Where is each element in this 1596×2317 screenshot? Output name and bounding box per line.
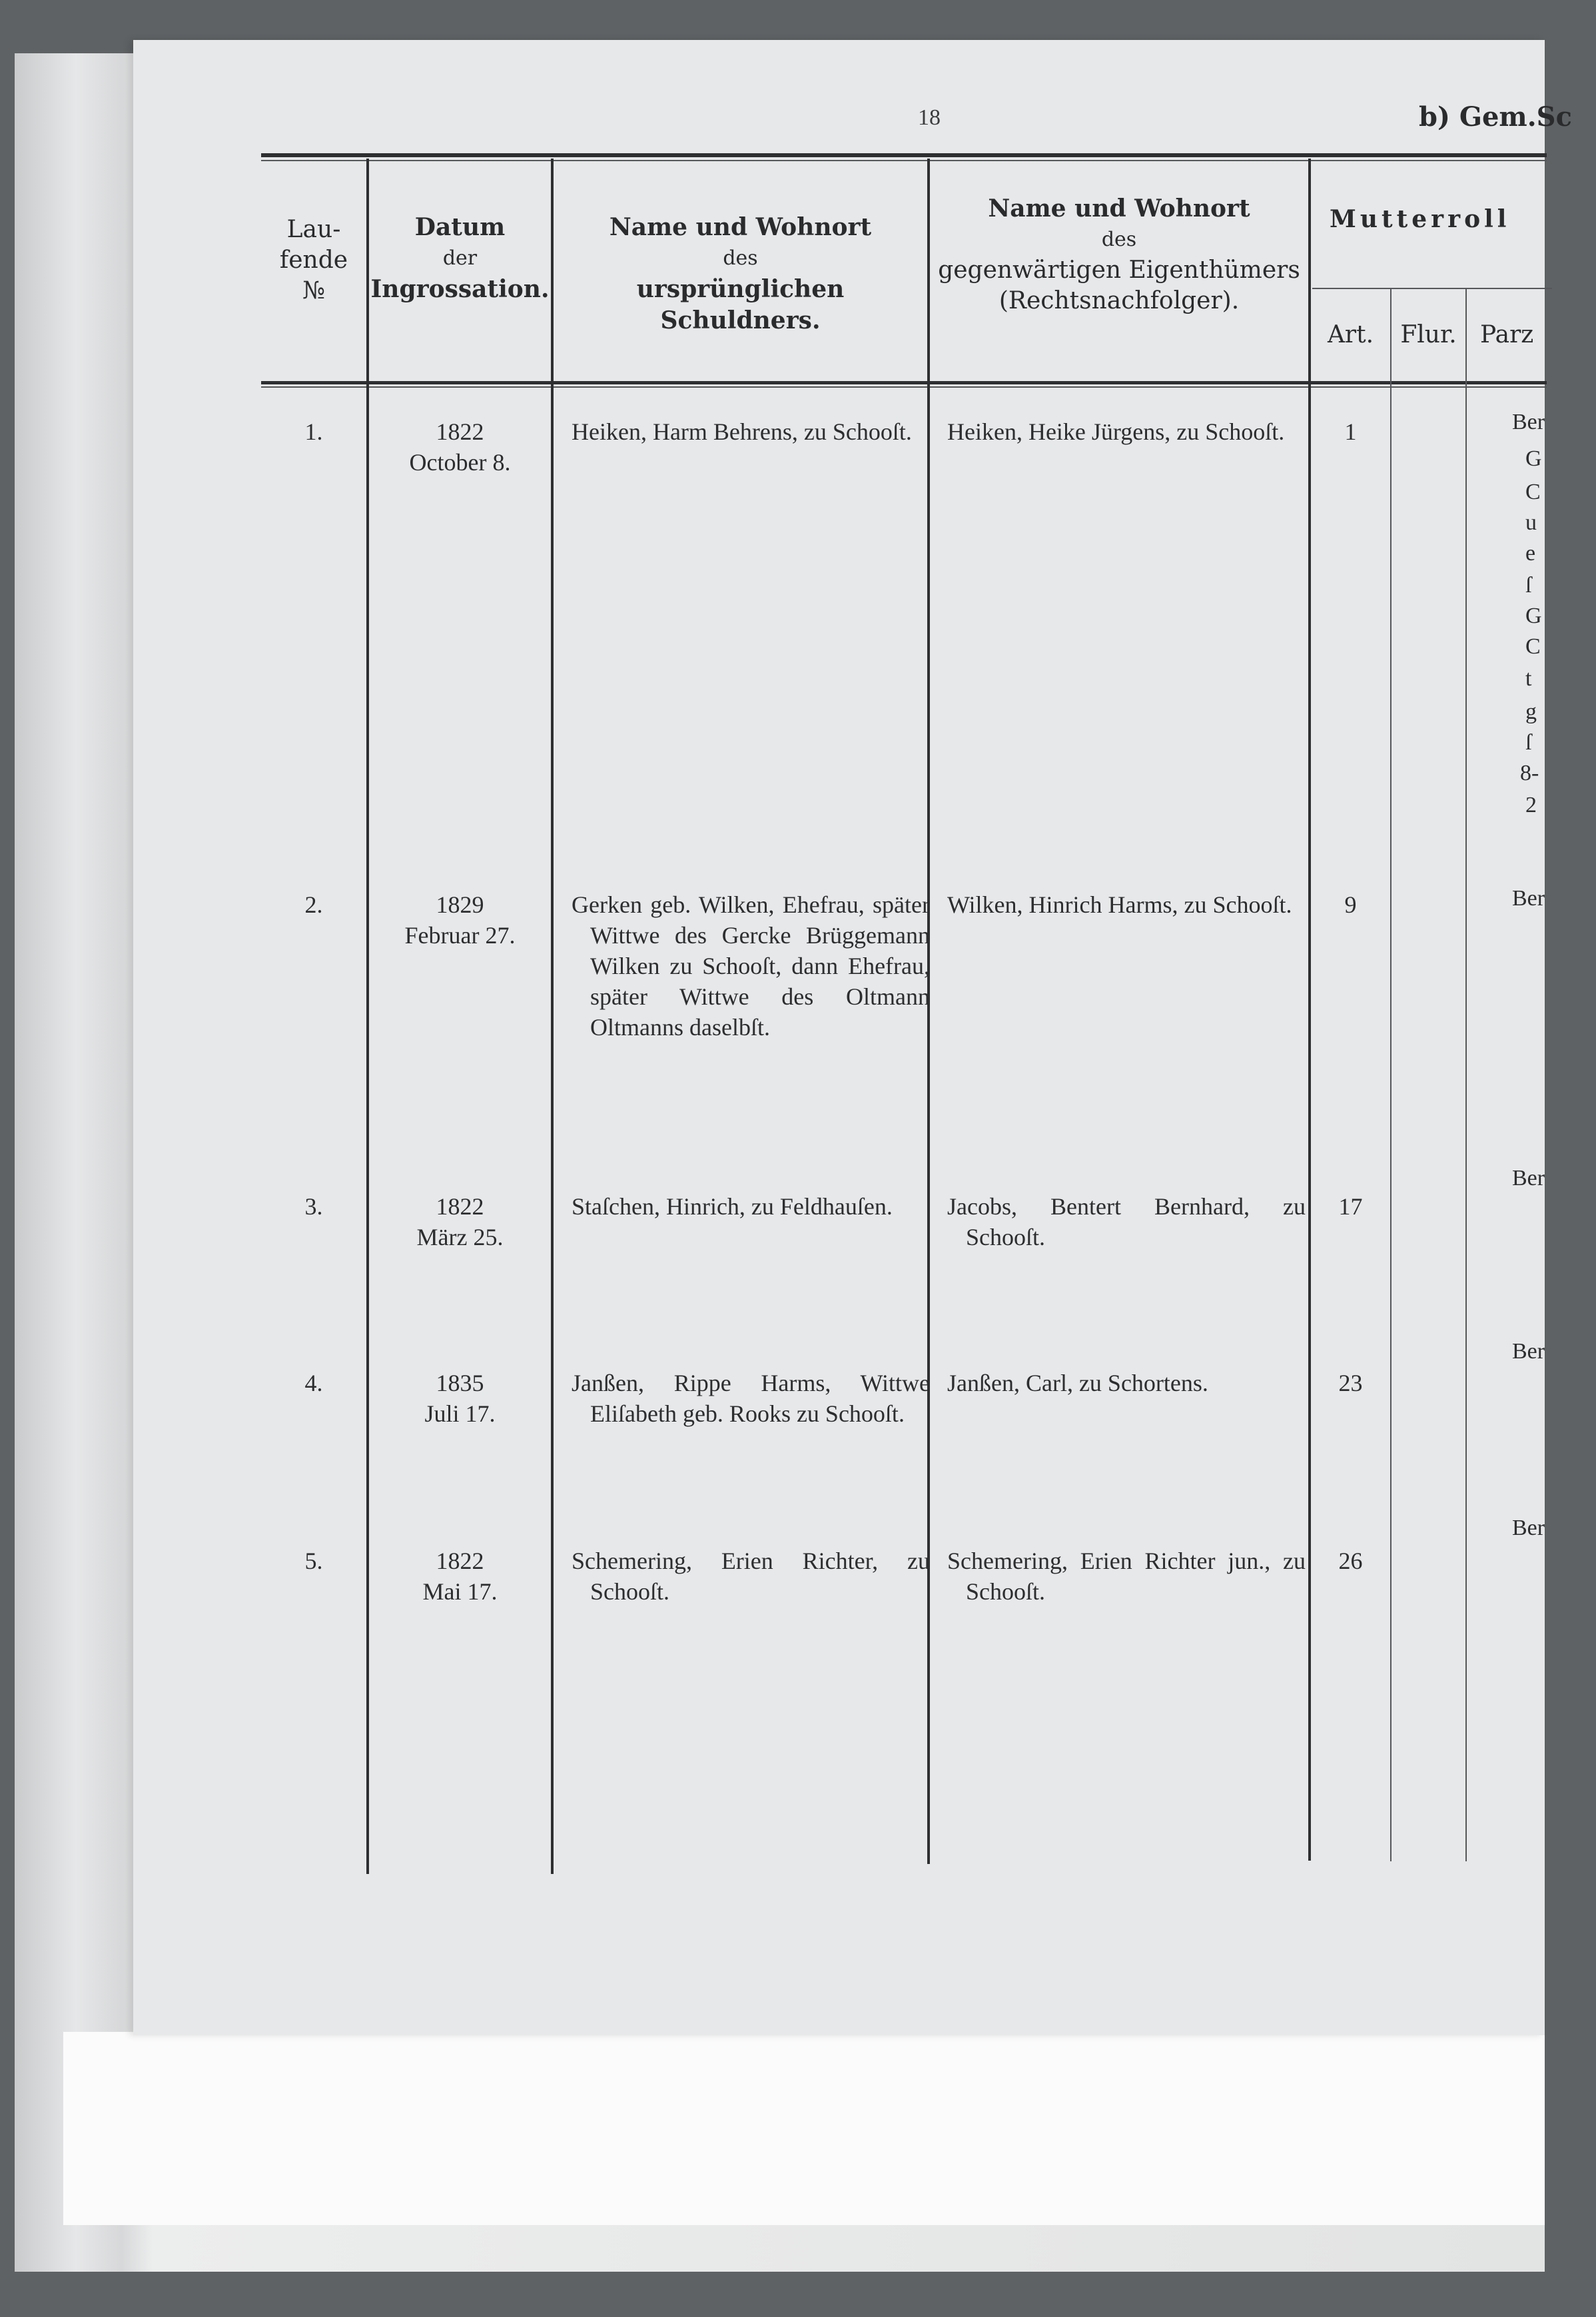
header-col-debtor — [554, 212, 927, 336]
row-4-debtor: Janßen, Rippe Harms, Wittwe Eliſabeth geb. Rooks zu Schooſt. — [572, 1370, 930, 1427]
row-1-day: October 8. — [409, 449, 511, 476]
row-1-owner: Heiken, Heike Jürgens, zu Schooſt. — [947, 418, 1285, 445]
header-col-number-line2: fende — [279, 246, 348, 274]
header-col-owner — [930, 193, 1308, 316]
header-col-owner-des: des — [1101, 228, 1137, 251]
edge-fragment: Ber — [1512, 410, 1545, 434]
row-2-year: 1829 — [436, 891, 484, 918]
edge-fragment: C — [1525, 480, 1541, 504]
header-col-number — [261, 215, 366, 306]
row-2-debtor: Gerken geb. Wilken, Ehefrau, später Wittwe des Gercke Brüggemann Wilken zu Schooſt, dann Ehefrau, später Wittwe des Oltmann Oltmanns daselbſt. — [572, 891, 930, 1041]
header-col-owner-note: (Rechtsnachfolger). — [998, 287, 1240, 314]
header-col-mutterrolle-title: Mutterroll — [1330, 205, 1511, 233]
section-heading: b) Gem.Sc — [1419, 101, 1572, 133]
row-5-number: 5. — [304, 1548, 323, 1574]
header-col-mutterrolle — [1311, 204, 1596, 235]
edge-fragment: G — [1525, 604, 1542, 628]
row-5-owner: Schemering, Erien Richter jun., zu Schooſt. — [947, 1548, 1306, 1605]
row-4-date — [369, 1368, 551, 1429]
header-col-owner-subtitle: gegenwärtigen Eigenthümers — [938, 256, 1300, 284]
row-3-number: 3. — [304, 1193, 323, 1220]
top-rule-thin — [261, 160, 1547, 161]
header-sub-flur: Flur. — [1400, 321, 1457, 348]
page-number: 18 — [918, 105, 941, 130]
edge-fragment: ſ — [1525, 730, 1532, 755]
row-3-art: 17 — [1338, 1193, 1363, 1220]
header-col-date-der: der — [442, 246, 478, 270]
header-col-debtor-subtitle: ursprünglichen Schuldners. — [636, 275, 845, 334]
ledger-page — [133, 40, 1572, 2035]
row-4-number: 4. — [304, 1370, 323, 1396]
column-rule-2 — [551, 159, 554, 1874]
header-sub-parzelle: Parz — [1480, 321, 1534, 348]
row-3-year: 1822 — [436, 1193, 484, 1220]
row-1-art: 1 — [1344, 418, 1357, 445]
row-3-day: März 25. — [416, 1224, 504, 1250]
row-1-year: 1822 — [436, 418, 484, 445]
header-col-debtor-title: Name und Wohnort — [609, 213, 872, 241]
row-5-year: 1822 — [436, 1548, 484, 1574]
edge-fragment: Ber — [1512, 1166, 1545, 1190]
header-col-number-line1: Lau- — [286, 216, 341, 243]
row-2-art: 9 — [1344, 891, 1357, 918]
row-4-day: Juli 17. — [424, 1400, 496, 1427]
row-3-owner: Jacobs, Bentert Bernhard, zu Schooſt. — [947, 1193, 1306, 1250]
underlying-blank-sheet — [63, 2032, 1545, 2225]
row-2-day: Februar 27. — [404, 922, 516, 949]
edge-fragment: 8- — [1520, 761, 1539, 785]
header-col-date — [369, 212, 551, 305]
show-through-text — [613, 180, 906, 211]
row-2-owner: Wilken, Hinrich Harms, zu Schooſt. — [947, 891, 1292, 918]
row-3-debtor: Staſchen, Hinrich, zu Feldhauſen. — [572, 1193, 893, 1220]
row-3-date — [369, 1191, 551, 1252]
edge-fragment: Ber — [1512, 1339, 1545, 1364]
column-rule-5 — [1390, 289, 1392, 1861]
edge-fragment: e — [1525, 541, 1536, 566]
header-col-number-symbol: № — [302, 277, 326, 304]
header-col-owner-title: Name und Wohnort — [988, 195, 1250, 223]
header-bottom-rule-thin — [261, 386, 1547, 388]
row-4-year: 1835 — [436, 1370, 484, 1396]
header-col-date-title: Datum — [414, 213, 506, 241]
top-rule — [261, 153, 1547, 157]
edge-fragment: 2 — [1525, 793, 1537, 817]
edge-fragment: ſ — [1525, 573, 1532, 598]
row-5-art: 26 — [1338, 1548, 1363, 1574]
row-5-debtor: Schemering, Erien Richter, zu Schooſt. — [572, 1548, 930, 1605]
row-4-art: 23 — [1338, 1370, 1363, 1396]
row-4-owner: Janßen, Carl, zu Schortens. — [947, 1370, 1208, 1396]
edge-fragment: u — [1525, 510, 1537, 535]
edge-fragment: C — [1525, 634, 1541, 659]
header-sub-art: Art. — [1327, 321, 1374, 348]
row-1-number: 1. — [304, 418, 323, 445]
edge-fragment: G — [1525, 446, 1542, 471]
row-2-number: 2. — [304, 891, 323, 918]
header-col-debtor-des: des — [723, 246, 758, 270]
row-5-date — [369, 1546, 551, 1607]
column-rule-6 — [1465, 289, 1467, 1861]
row-5-day: Mai 17. — [422, 1578, 498, 1605]
column-rule-4 — [1308, 159, 1311, 1861]
edge-fragment: g — [1525, 699, 1537, 724]
mutterrolle-subheader-rule — [1312, 288, 1552, 289]
edge-fragment: t — [1525, 666, 1532, 691]
edge-fragment: Ber — [1512, 886, 1545, 911]
row-1-debtor: Heiken, Harm Behrens, zu Schooſt. — [572, 418, 912, 445]
header-col-date-subtitle: Ingrossation. — [370, 275, 550, 303]
row-2-date — [369, 889, 551, 951]
header-bottom-rule — [261, 381, 1547, 384]
row-1-date — [369, 416, 551, 478]
edge-fragment: Ber — [1512, 1516, 1545, 1540]
